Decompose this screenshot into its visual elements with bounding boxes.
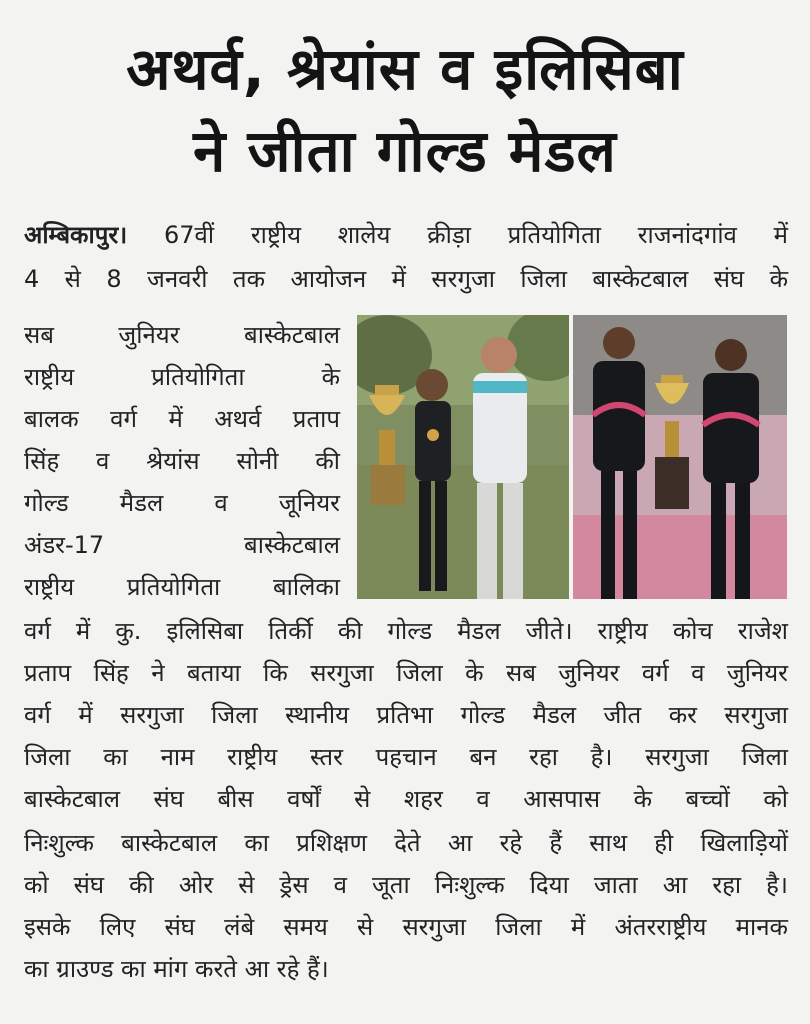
wrapped-line: गोल्ड मैडल व जूनियर <box>24 489 340 517</box>
article-line: को संघ की ओर से ड्रेस व जूता निःशुल्क दिया जाता आ रहा है। <box>24 871 788 899</box>
news-photo <box>357 315 787 599</box>
right-photo <box>573 315 787 599</box>
headline-line-1: अथर्व, श्रेयांस व इलिसिबा <box>126 35 684 103</box>
left-photo <box>357 315 587 599</box>
wrapped-line: राष्ट्रीय प्रतियोगिता के <box>24 363 340 391</box>
article-line-2: 4 से 8 जनवरी तक आयोजन में सरगुजा जिला बास्केटबाल संघ के <box>24 265 789 293</box>
article-line: का ग्राउण्ड का मांग करते आ रहे हैं। <box>24 955 329 983</box>
article-line: बास्केटबाल संघ बीस वर्षों से शहर व आसपास के बच्चों को <box>24 785 788 813</box>
intro-line-1-text: 67वीं राष्ट्रीय शालेय क्रीड़ा प्रतियोगिता राजनांदगांव में <box>127 221 788 249</box>
article-line-1 <box>24 218 788 252</box>
article-line: इसके लिए संघ लंबे समय से सरगुजा जिला में अंतरराष्ट्रीय मानक <box>24 913 788 941</box>
wrapped-line: राष्ट्रीय प्रतियोगिता बालिका <box>24 573 340 601</box>
wrapped-line: अंडर-17 बास्केटबाल <box>24 531 340 559</box>
article-line: जिला का नाम राष्ट्रीय स्तर पहचान बन रहा है। सरगुजा जिला <box>24 743 788 771</box>
article-line: प्रताप सिंह ने बताया कि सरगुजा जिला के सब जुनियर वर्ग व जुनियर <box>24 659 788 687</box>
headline <box>0 28 810 192</box>
article-line: वर्ग में सरगुजा जिला स्थानीय प्रतिभा गोल्ड मैडल जीत कर सरगुजा <box>24 701 788 729</box>
wrapped-line: सिंह व श्रेयांस सोनी की <box>24 447 340 475</box>
article-line: वर्ग में कु. इलिसिबा तिर्की की गोल्ड मैडल जीते। राष्ट्रीय कोच राजेश <box>24 617 788 645</box>
headline-line-2: ने जीता गोल्ड मेडल <box>193 117 617 185</box>
dateline: अम्बिकापुर। <box>24 221 128 249</box>
wrapped-line: बालक वर्ग में अथर्व प्रताप <box>24 405 340 433</box>
wrapped-line: सब जुनियर बास्केटबाल <box>24 321 340 349</box>
article-line: निःशुल्क बास्केटबाल का प्रशिक्षण देते आ रहे हैं साथ ही खिलाड़ियों <box>24 829 788 857</box>
photo-illustration <box>357 315 787 599</box>
